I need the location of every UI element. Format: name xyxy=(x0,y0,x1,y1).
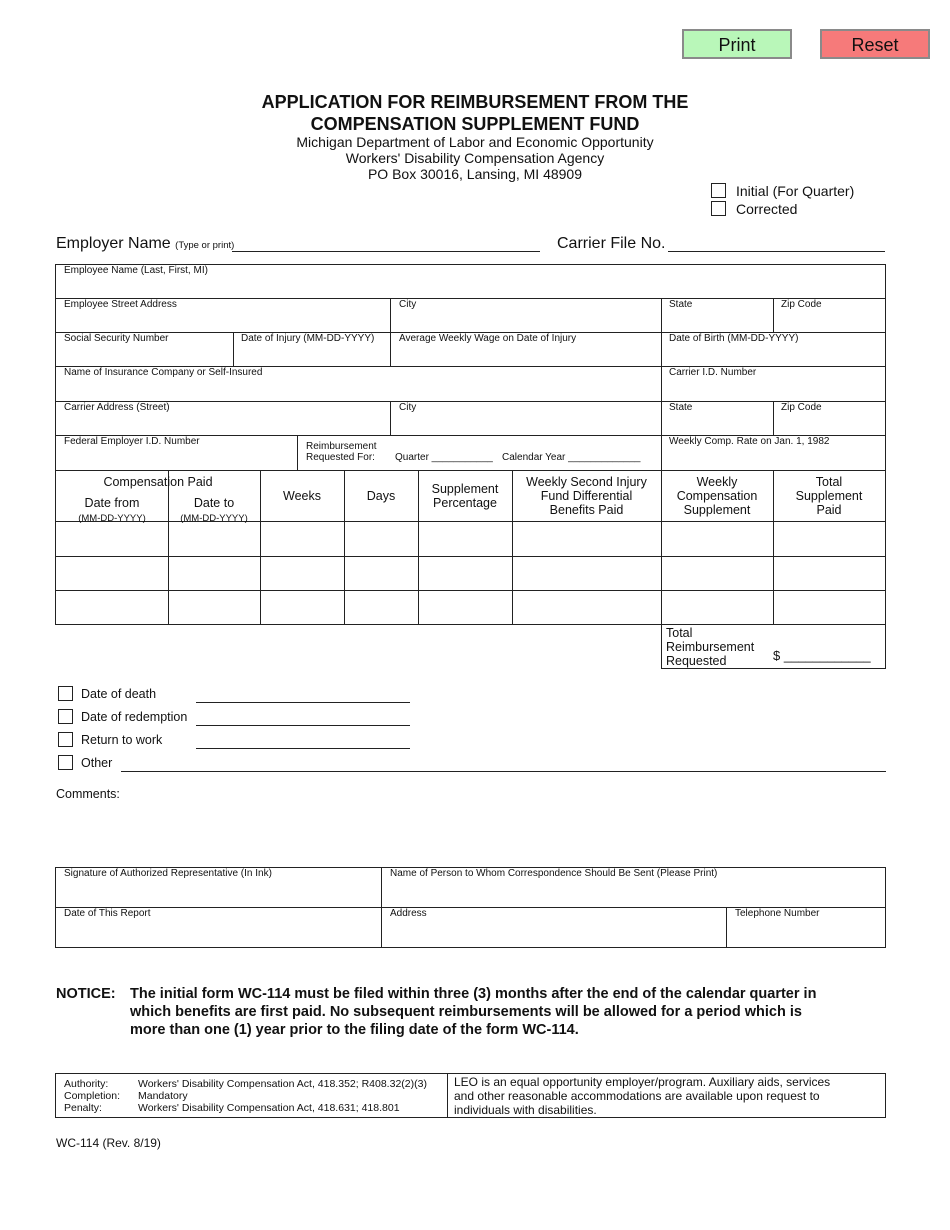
signature-field[interactable]: Signature of Authorized Representative (In Ink) xyxy=(64,868,272,879)
form-title-line2: COMPENSATION SUPPLEMENT FUND xyxy=(310,114,640,134)
wsi-line2: Fund Differential xyxy=(540,489,633,503)
date-of-birth-field[interactable]: Date of Birth (MM-DD-YYYY) xyxy=(669,333,799,344)
date-to-text: Date to xyxy=(193,496,235,510)
completion-text: Mandatory xyxy=(138,1090,188,1102)
comments-label: Comments: xyxy=(56,787,120,801)
carrier-file-input[interactable] xyxy=(668,251,885,252)
date-of-injury-field[interactable]: Date of Injury (MM-DD-YYYY) xyxy=(241,333,375,344)
wcs-line1: Weekly xyxy=(696,475,738,489)
total-amount-field[interactable]: $ ____________ xyxy=(773,648,871,663)
initial-label: Initial (For Quarter) xyxy=(736,183,855,199)
agency-address: PO Box 30016, Lansing, MI 48909 xyxy=(367,166,583,182)
ssn-field[interactable]: Social Security Number xyxy=(64,333,169,344)
notice-text xyxy=(130,985,890,1039)
avg-weekly-wage-field[interactable]: Average Weekly Wage on Date of Injury xyxy=(399,333,577,344)
date-of-death-label: Date of death xyxy=(81,687,157,701)
employee-name-field[interactable]: Employee Name (Last, First, MI) xyxy=(64,265,208,276)
comments-area[interactable] xyxy=(56,805,886,860)
eeo-line1: LEO is an equal opportunity employer/program. Auxiliary aids, services xyxy=(454,1075,831,1089)
total-line3: Requested xyxy=(666,654,727,668)
other-label: Other xyxy=(81,756,113,770)
correspondence-name-field[interactable]: Name of Person to Whom Correspondence Should Be Sent (Please Print) xyxy=(390,868,718,879)
notice-line1: The initial form WC-114 must be filed within three (3) months after the end of the calendar quarter in xyxy=(130,986,817,1002)
wsi-line3: Benefits Paid xyxy=(549,503,624,517)
weeks-header: Weeks xyxy=(283,489,321,503)
date-of-redemption-checkbox[interactable] xyxy=(58,709,73,724)
employer-name-label xyxy=(56,235,234,253)
wcs-line2: Compensation xyxy=(676,489,758,503)
wcs-line3: Supplement xyxy=(683,503,751,517)
date-from-format: (MM-DD-YYYY) xyxy=(78,513,146,524)
tsp-line3: Paid xyxy=(816,503,842,517)
address-field[interactable]: Address xyxy=(390,908,427,919)
supp-pct-line2: Percentage xyxy=(433,496,497,510)
employer-label-text: Employer Name xyxy=(56,235,171,252)
department: Michigan Department of Labor and Economic Opportunity xyxy=(296,134,654,150)
employer-name-input[interactable] xyxy=(232,251,540,252)
comp-rate-field[interactable]: Weekly Comp. Rate on Jan. 1, 1982 xyxy=(669,436,830,447)
total-label xyxy=(666,626,754,668)
total-line1: Total xyxy=(666,626,693,640)
date-from-text: Date from xyxy=(84,496,140,510)
reimb-label-2: Requested For: xyxy=(306,452,375,463)
employer-note: (Type or print) xyxy=(175,240,235,251)
date-of-redemption-input[interactable] xyxy=(196,725,410,726)
quarter-field[interactable]: Quarter ___________ xyxy=(395,452,493,463)
initial-checkbox[interactable] xyxy=(711,183,726,198)
authority-text: Workers' Disability Compensation Act, 418.352; R408.32(2)(3) xyxy=(138,1078,427,1090)
date-to-header xyxy=(168,496,260,526)
total-line2: Reimbursement xyxy=(666,640,755,654)
insurer-field[interactable]: Name of Insurance Company or Self-Insured xyxy=(64,367,263,378)
wcs-header xyxy=(661,475,773,517)
carrier-state-field[interactable]: State xyxy=(669,402,693,413)
form-id: WC-114 (Rev. 8/19) xyxy=(56,1136,161,1150)
wsi-header xyxy=(512,475,661,517)
corrected-checkbox[interactable] xyxy=(711,201,726,216)
carrier-id-field[interactable]: Carrier I.D. Number xyxy=(669,367,757,378)
agency: Workers' Disability Compensation Agency xyxy=(345,150,605,166)
report-date-field[interactable]: Date of This Report xyxy=(64,908,151,919)
reimb-label-1: Reimbursement xyxy=(306,441,377,452)
return-to-work-checkbox[interactable] xyxy=(58,732,73,747)
date-of-death-input[interactable] xyxy=(196,702,410,703)
street-address-field[interactable]: Employee Street Address xyxy=(64,299,177,310)
zip-field[interactable]: Zip Code xyxy=(781,299,822,310)
other-checkbox[interactable] xyxy=(58,755,73,770)
fein-field[interactable]: Federal Employer I.D. Number xyxy=(64,436,200,447)
other-input[interactable] xyxy=(121,771,886,772)
tsp-header xyxy=(773,475,885,517)
print-button[interactable]: Print xyxy=(682,29,792,59)
supp-pct-line1: Supplement xyxy=(431,482,499,496)
notice-label: NOTICE: xyxy=(56,986,116,1002)
eeo-line3: individuals with disabilities. xyxy=(454,1103,597,1117)
return-to-work-input[interactable] xyxy=(196,748,410,749)
date-from-header xyxy=(56,496,168,526)
completion-label: Completion: xyxy=(64,1090,121,1102)
reset-button[interactable]: Reset xyxy=(820,29,930,59)
eeo-statement xyxy=(454,1075,830,1117)
calendar-year-field[interactable]: Calendar Year _____________ xyxy=(502,452,641,463)
days-header: Days xyxy=(366,489,396,503)
return-to-work-label: Return to work xyxy=(81,733,163,747)
penalty-text: Workers' Disability Compensation Act, 418.631; 418.801 xyxy=(138,1102,400,1114)
tsp-line1: Total xyxy=(815,475,843,489)
supplement-pct-header xyxy=(418,482,512,510)
date-of-redemption-label: Date of redemption xyxy=(81,710,188,724)
carrier-city-field[interactable]: City xyxy=(399,402,417,413)
notice-line2: which benefits are first paid. No subsequent reimbursements will be allowed for a period which is xyxy=(130,1004,802,1020)
carrier-address-field[interactable]: Carrier Address (Street) xyxy=(64,402,170,413)
carrier-zip-field[interactable]: Zip Code xyxy=(781,402,822,413)
form-title-line1: APPLICATION FOR REIMBURSEMENT FROM THE xyxy=(261,92,689,112)
date-to-format: (MM-DD-YYYY) xyxy=(180,513,248,524)
notice-line3: more than one (1) year prior to the filing date of the form WC-114. xyxy=(130,1022,579,1038)
city-field[interactable]: City xyxy=(399,299,417,310)
telephone-field[interactable]: Telephone Number xyxy=(735,908,820,919)
tsp-line2: Supplement xyxy=(795,489,863,503)
eeo-line2: and other reasonable accommodations are available upon request to xyxy=(454,1089,820,1103)
comp-paid-header: Compensation Paid xyxy=(103,475,213,489)
authority-label: Authority: xyxy=(64,1078,109,1090)
wsi-line1: Weekly Second Injury xyxy=(526,475,647,489)
date-of-death-checkbox[interactable] xyxy=(58,686,73,701)
penalty-label: Penalty: xyxy=(64,1102,102,1114)
state-field[interactable]: State xyxy=(669,299,693,310)
corrected-label: Corrected xyxy=(736,201,798,217)
carrier-file-label: Carrier File No. xyxy=(557,235,666,252)
